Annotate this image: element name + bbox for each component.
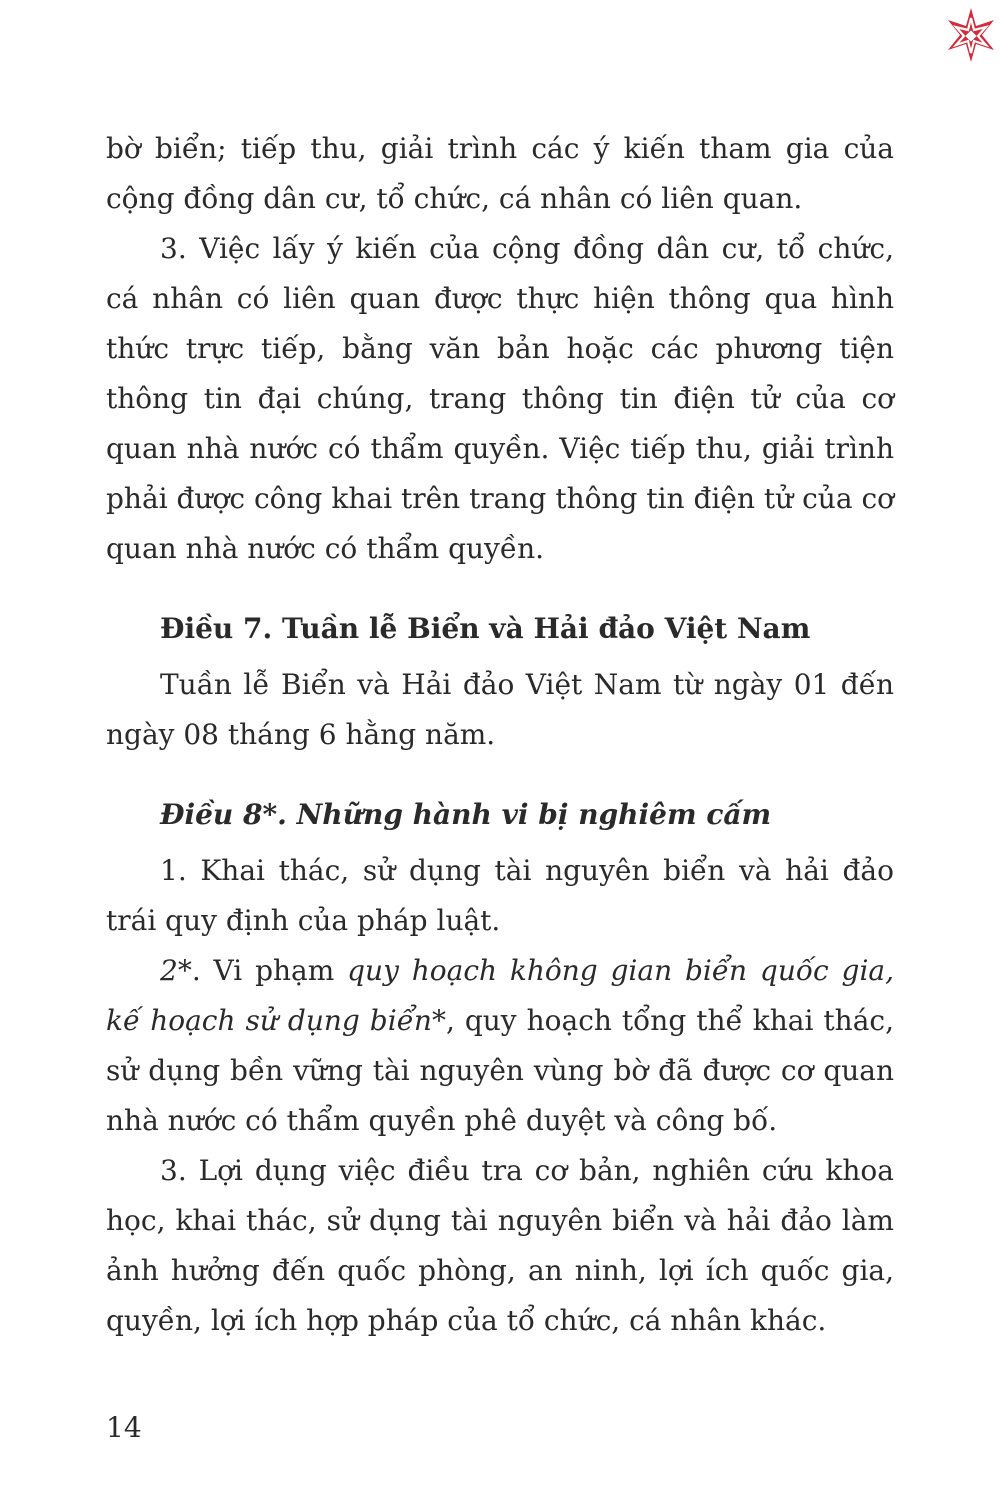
- page-content: [106, 124, 894, 1346]
- article-8-heading: Điều 8*. Những hành vi bị nghiêm cấm: [160, 798, 772, 831]
- clause-2-lead: . Vi phạm: [191, 954, 348, 987]
- continuation-paragraph: bờ biển; tiếp thu, giải trình các ý kiến tham gia của cộng đồng dân cư, tổ chức, cá nhân có liên quan.: [106, 132, 894, 215]
- page-number: 14: [106, 1411, 142, 1444]
- article-8-clause-1: 1. Khai thác, sử dụng tài nguyên biển và hải đảo trái quy định của pháp luật.: [106, 854, 894, 937]
- publisher-logo-icon: [942, 6, 1000, 64]
- article-7-heading: Điều 7. Tuần lễ Biển và Hải đảo Việt Nam: [160, 612, 811, 645]
- article-7-text: Tuần lễ Biển và Hải đảo Việt Nam từ ngày 01 đến ngày 08 tháng 6 hằng năm.: [106, 668, 894, 751]
- clause-2-number: 2*: [160, 954, 192, 987]
- clause-2-italic-text: quy hoạch không gian biển quốc gia, kế hoạch sử dụng biển*: [106, 954, 894, 1037]
- article-8-clause-3: 3. Lợi dụng việc điều tra cơ bản, nghiên cứu khoa học, khai thác, sử dụng tài nguyên biển và hải đảo làm ảnh hưởng đến quốc phòng, an ninh, lợi ích quốc gia, quyền, lợi ích hợp pháp của tổ chức, cá nhân khác.: [106, 1154, 894, 1337]
- clause-2-rest: , quy hoạch tổng thể khai thác, sử dụng bền vững tài nguyên vùng bờ đã được cơ quan nhà nước có thẩm quyền phê duyệt và công bố.: [106, 1004, 894, 1137]
- clause-3-paragraph: 3. Việc lấy ý kiến của cộng đồng dân cư, tổ chức, cá nhân có liên quan được thực hiện thông qua hình thức trực tiếp, bằng văn bản hoặc các phương tiện thông tin đại chúng, trang thông tin điện tử của cơ quan nhà nước có thẩm quyền. Việc tiếp thu, giải trình phải được công khai trên trang thông tin điện tử của cơ quan nhà nước có thẩm quyền.: [106, 232, 894, 565]
- article-8-clause-2: [106, 946, 894, 1146]
